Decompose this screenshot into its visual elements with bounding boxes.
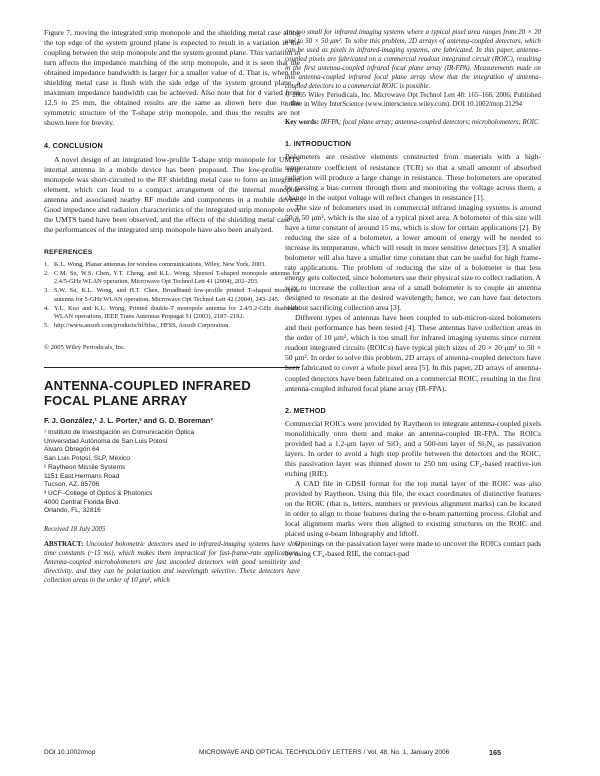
page-footer xyxy=(44,749,574,756)
received-date: Received 18 July 2005 xyxy=(44,526,106,534)
left-column xyxy=(44,28,300,585)
method-paragraph: Commercial ROICs were provided by Raytheon to integrate antenna-coupled pixels monolithically onto them and make an antenna-coupled IR-FPA. The ROICs provided had a 1.2-μm layer of SiO₂ and a 500-nm layer of Si₃N₄ as passivation layers. In order to avoid a high step profile between the detectors and the ROIC, this passivation layer was thinned down to 250 nm using CF₄-based reactive-ion etching (RIE). xyxy=(285,418,541,478)
reference-item: 1. K.L. Wong, Planar antennas for wireless communications, Wiley, New York, 2003. xyxy=(44,260,266,268)
abstract-text: Uncooled bolometric detectors used in infrared-imaging systems have slow time constants (~15 ms), which makes them impractical for fast-frame-rate applications. Antenna-coupled microbolometers are fast uncooled detectors with good sensitivity and directivity, and they can be polarization and wavelength selective. These detectors have collection areas in the order of 10 μm², which xyxy=(44,541,300,585)
section-heading-introduction: 1. INTRODUCTION xyxy=(285,139,352,149)
method-paragraph: Openings on the passivation layer were made to uncover the ROICs contact pads by using CF₄-based RIE, the contact-pad xyxy=(285,539,541,559)
right-column xyxy=(285,28,541,559)
article-divider xyxy=(44,367,300,368)
introduction-paragraph: Different types of antennas have been coupled to sub-micron-sized bolometers and their performance has been tested [4]. These antennas have collection areas in the order of 10 μm², which is too small for infrared imaging systems since current readout integrated circuits (ROICs) have typical pitch sizes of 20 × 20 μm² to 50 × 50 μm². In order to solve this problem, 2D arrays of antenna-coupled detectors have been fabricated to cover a whole pixel area [5]. In this paper, 2D arrays of antenna-coupled detectors have been fabricated on a commercial ROIC, resulting in the first antenna-coupled infrared focal plane array (IR-FPA). xyxy=(285,313,541,393)
affiliations: ¹ Instituto de Investigación en Comunicación Óptica Universidad Autónoma de San Luis Potosí Alvaro Obregón 64 San Luis Potosí, SLP, México ² Raytheon Missile Systems 1151 East Hermans Road Tucson, AZ, 85706 ³ UCF–College of Optics & Photonics 4000 Central Florida Blvd. Orlando, FL, 32816 xyxy=(44,429,195,515)
reference-list xyxy=(44,261,300,331)
page-number: 165 xyxy=(489,748,501,757)
method-paragraph: A CAD file in GDSII format for the top metal layer of the ROIC was also provided by Raytheon. Using this file, the exact coordinates of distinctive features on the ROIC (that is, letters, numbers or previous alignment marks) can be located in order to align to those features during the e-beam patterning process. Global and local alignment marks were then aligned to existing structures on the ROIC and placed using e-beam lithography and liftoff. xyxy=(285,478,541,539)
copyright-note: © 2005 Wiley Periodicals, Inc. xyxy=(44,343,126,351)
conclusion-paragraph: A novel design of an integrated low-profile T-shape strip monopole for UMTS internal antenna in a mobile device has been proposed. The low-profile strip monopole was short-circuited to the RF shielding metal case to form an integrated element, which can lead to a compact arrangement of the internal monopole antenna and associated nearby RF module and components in a mobile device. Good impedance and radiation characteristics of the integrated strip monopole over the UMTS band have been observed, and the effects of the shielding metal case on the performances of the integrated strip monopole have also been analyzed. xyxy=(44,154,300,234)
reference-item: 3. S.W. Su, K.L. Wong, and H.T. Chen, Broadband low-profile printed T-shaped monopole antenna for 5-GHz WLAN operation, Microwave Opt Technol Lett 42 (2004), 243–245. xyxy=(44,287,300,303)
introduction-paragraph: Bolometers are resistive elements constructed from materials with a high-temperature coefficient of resistance (TCR) so that a small amount of absorbed radiation will produce a large change in resistance. These bolometers are operated by passing a bias current through them and monitoring the voltage across them, a change in the output voltage will reflect changes in resistance [1]. xyxy=(285,152,541,202)
reference-item: 4. Y.L. Kuo and K.L. Wong, Printed double-T monopole antenna for 2.4/5.2-GHz dual-band WLAN operations, IEEE Trans Antennas Propagat 51 (2003), 2187–2192. xyxy=(44,304,300,321)
section-heading-references: REFERENCES xyxy=(44,248,93,256)
section-heading-conclusion: 4. CONCLUSION xyxy=(44,141,103,151)
author-list: F. J. González,¹ J. L. Porter,² and G. D. Boreman³ xyxy=(44,415,213,425)
abstract-meta[interactable]: © 2005 Wiley Periodicals, Inc. Microwave Opt Technol Lett 48: 165–166, 2006; Published online in Wiley InterScience (www.interscience.wiley.com). DOI 10.1002/mop.21294 xyxy=(285,92,541,109)
abstract-label: ABSTRACT: xyxy=(44,541,84,549)
keywords xyxy=(285,118,541,127)
reference-item: 2. C.M. Su, W.S. Chen, Y.T. Cheng, and K.L. Wong, Shorted T-shaped monopole antenna for 2.4/5-GHz WLAN operation, Microwave Opt Technol Lett 41 (2004), 202–203. xyxy=(44,269,300,286)
keywords-value: IRFPA; focal plane array; antenna-coupled detectors; microbolometers; ROIC xyxy=(320,119,539,127)
abstract-continued: are too small for infrared imaging systems where a typical pixel area ranges from 20 × 20 μm² to 50 × 50 μm². To solve this problem, 2D arrays of antenna-coupled detectors, which can be used as pixels in infrared-imaging systems, are fabricated. In this paper, antenna-coupled pixels are fabricated on a commercial readout integrated circuit (ROIC), resulting in the first antenna-coupled infrared focal plane array (IR-FPA). Measurements made on this antenna-coupled infrared focal plane array show that the integration of antenna-coupled detectors to a commercial ROIC is possible. xyxy=(285,29,541,91)
footer-doi: DOI 10.1002/mop xyxy=(44,749,96,756)
footer-journal: MICROWAVE AND OPTICAL TECHNOLOGY LETTERS / Vol. 48, No. 1, January 2006 xyxy=(199,749,450,756)
reference-item[interactable]: 5. http://www.ansoft.com/products/hf/hfss/, HFSS, Ansoft Corporation. xyxy=(44,322,231,330)
abstract xyxy=(44,540,300,585)
keywords-label: Key words: xyxy=(285,119,319,127)
introduction-paragraph: The size of bolometers used in commercial infrared imaging systems is around 50 × 50 μm², which is the size of a typical pixel area. A bolometer of this size will have a time constant of around 15 ms, which is slow for certain applications [2]. By reducing the size of a bolometer, a lower amount of energy will be needed to increase its temperature, which will result in more sensitive detectors [3]. A smaller bolometer will also have a smaller time constant that can be useful for high frame-rate applications. The problem of reducing the size of a bolometer is that less energy gets collected, since bolometers use their physical size to collect radiation. A way to increase the collection area of a small bolometer is to couple an antenna designed to resonate at the desired wavelength; hence, we can have fast detectors without sacrificing collection area [3]. xyxy=(285,202,541,313)
body-paragraph: Figure 7, moving the integrated strip monopole and the shielding metal case along the top edge of the system ground plane is expected to result in a variation in the coupling between the strip monopole and the system ground plane. This variation in turn affects the impedance matching of the strip monopole, and it is seen that the obtained impedance bandwidth is larger for a smaller value of d. That is, when the shielding metal case is flush with the side edge of the system ground plane, a maximum impedance bandwidth can be achieved. Also note that for d varied from 12.5 to 25 mm, the obtained results are the same as shown here due to the symmetric structure of the T-shape strip monopole, and thus the results are not shown here for brevity. xyxy=(44,28,300,128)
section-heading-method: 2. METHOD xyxy=(285,405,326,415)
article-title: ANTENNA-COUPLED INFRARED FOCAL PLANE ARRAY xyxy=(44,377,252,408)
